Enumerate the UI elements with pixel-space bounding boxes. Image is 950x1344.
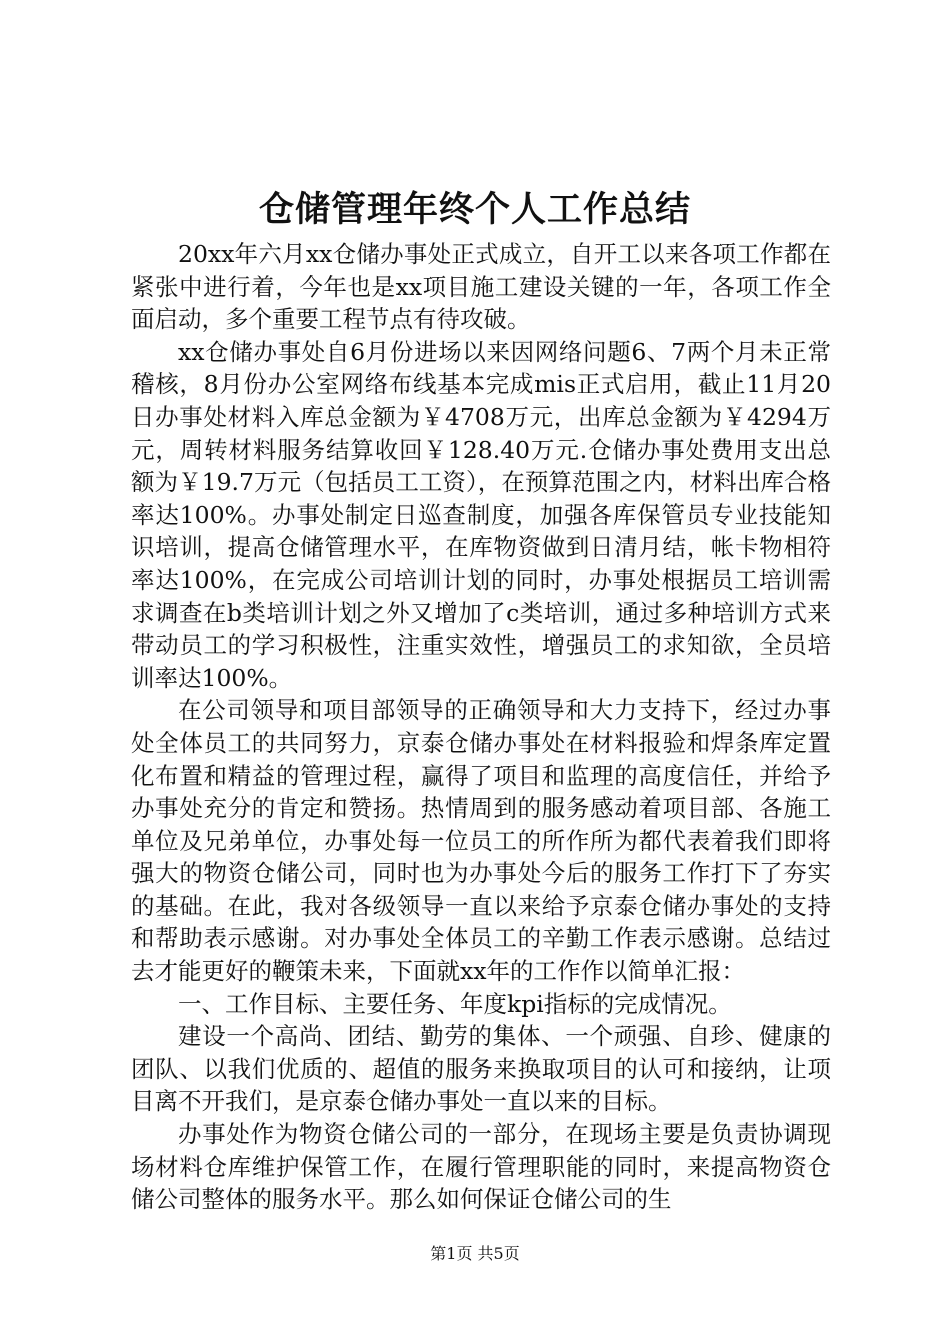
- document-body: [131, 238, 831, 1216]
- paragraph-6: 办事处作为物资仓储公司的一部分，在现场主要是负责协调现场材料仓库维护保管工作，在履行管理职能的同时，来提高物资仓储公司整体的服务水平。那么如何保证仓储公司的生: [131, 1120, 831, 1214]
- document-title: 仓储管理年终个人工作总结: [258, 190, 691, 230]
- paragraph-3: 在公司领导和项目部领导的正确领导和大力支持下，经过办事处全体员工的共同努力，京泰仓储办事处在材料报验和焊条库定置化布置和精益的管理过程，赢得了项目和监理的高度信任，并给予办事处充分的肯定和赞扬。热情周到的服务感动着项目部、各施工单位及兄弟单位，办事处每一位员工的所作所为都代表着我们即将强大的物资仓储公司，同时也为办事处今后的服务工作打下了夯实的基础。在此，我对各级领导一直以来给予京泰仓储办事处的支持和帮助表示感谢。对办事处全体员工的辛勤工作表示感谢。总结过去才能更好的鞭策未来，下面就xx年的工作作以简单汇报：: [131, 696, 831, 986]
- paragraph-1: 20xx年六月xx仓储办事处正式成立，自开工以来各项工作都在紧张中进行着，今年也是xx项目施工建设关键的一年，各项工作全面启动，多个重要工程节点有待攻破。: [131, 240, 831, 334]
- page-number-footer: 第1页 共5页: [430, 1244, 520, 1263]
- paragraph-2: xx仓储办事处自6月份进场以来因网络问题6、7两个月未正常稽核，8月份办公室网络布线基本完成mis正式启用，截止11月20日办事处材料入库总金额为￥4708万元，出库总金额为￥4294万元，周转材料服务结算收回￥128.40万元.仓储办事处费用支出总额为￥19.7万元（包括员工工资），在预算范围之内，材料出库合格率达100%。办事处制定日巡查制度，加强各库保管员专业技能知识培训，提高仓储管理水平，在库物资做到日清月结，帐卡物相符率达100%，在完成公司培训计划的同时，办事处根据员工培训需求调查在b类培训计划之外又增加了c类培训，通过多种培训方式来带动员工的学习积极性，注重实效性，增强员工的求知欲，全员培训率达100%。: [131, 337, 831, 692]
- paragraph-5: 建设一个高尚、团结、勤劳的集体、一个顽强、自珍、健康的团队、以我们优质的、超值的服务来换取项目的认可和接纳，让项目离不开我们，是京泰仓储办事处一直以来的目标。: [131, 1022, 831, 1116]
- paragraph-4: 一、工作目标、主要任务、年度kpi指标的完成情况。: [178, 989, 732, 1018]
